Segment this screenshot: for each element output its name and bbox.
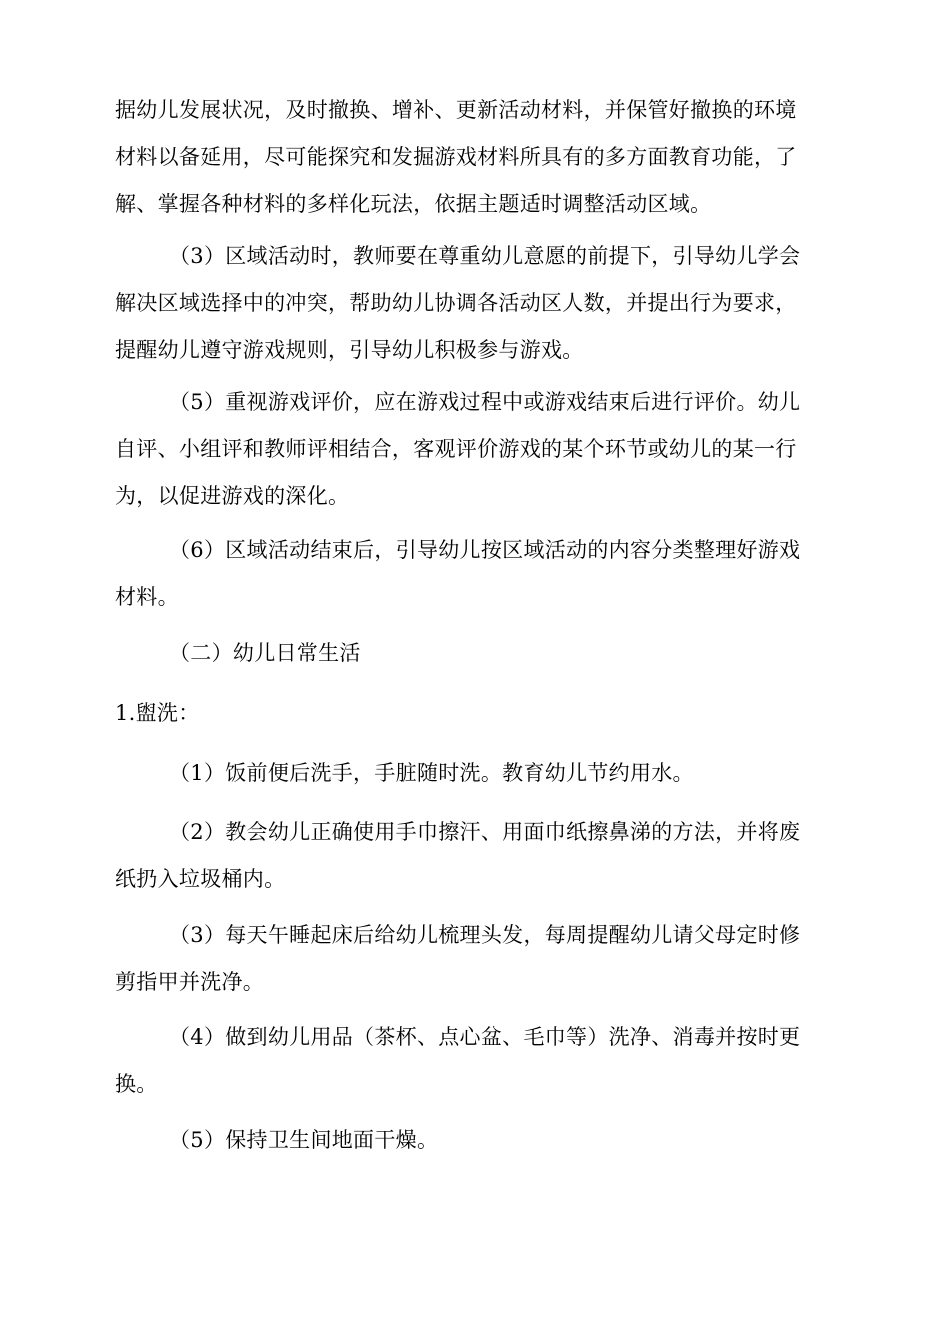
- text-line: 据幼儿发展状况，及时撤换、增补、更新活动材料，并保管好撤换的环境: [115, 98, 797, 122]
- paragraph-material-continued: [115, 87, 835, 228]
- text-line: （5）重视游戏评价，应在游戏过程中或游戏结束后进行评价。幼儿: [169, 390, 801, 414]
- paragraph-wash-4: [115, 1014, 835, 1108]
- section-heading-daily-life: [115, 630, 835, 677]
- text-line: 换。: [115, 1072, 158, 1096]
- text-line: 自评、小组评和教师评相结合，客观评价游戏的某个环节或幼儿的某一行: [115, 437, 797, 461]
- text-line: 纸扔入垃圾桶内。: [115, 867, 286, 891]
- text-line: （二）幼儿日常生活: [169, 641, 361, 665]
- text-line: 1.盥洗：: [115, 701, 200, 725]
- paragraph-item-3: [115, 233, 835, 374]
- text-line: （2）教会幼儿正确使用手巾擦汗、用面巾纸擦鼻涕的方法，并将废: [169, 820, 801, 844]
- text-line: 材料以备延用，尽可能探究和发掘游戏材料所具有的多方面教育功能，了: [115, 145, 797, 169]
- paragraph-wash-5: [115, 1117, 835, 1164]
- text-line: （1）饭前便后洗手，手脏随时洗。教育幼儿节约用水。: [169, 761, 694, 785]
- text-line: 剪指甲并洗净。: [115, 970, 265, 994]
- text-line: 解决区域选择中的冲突，帮助幼儿协调各活动区人数，并提出行为要求，: [115, 291, 797, 315]
- text-line: 提醒幼儿遵守游戏规则，引导幼儿积极参与游戏。: [115, 338, 584, 362]
- text-line: 解、掌握各种材料的多样化玩法，依据主题适时调整活动区域。: [115, 192, 712, 216]
- text-line: （3）每天午睡起床后给幼儿梳理头发，每周提醒幼儿请父母定时修: [169, 923, 801, 947]
- paragraph-item-6: [115, 527, 835, 621]
- paragraph-wash-1: [115, 750, 835, 797]
- paragraph-wash-3: [115, 912, 835, 1006]
- text-line: （4）做到幼儿用品（茶杯、点心盆、毛巾等）洗净、消毒并按时更: [169, 1025, 801, 1049]
- text-line: （6）区域活动结束后，引导幼儿按区域活动的内容分类整理好游戏: [169, 538, 801, 562]
- paragraph-item-5: [115, 379, 835, 520]
- text-line: （3）区域活动时，教师要在尊重幼儿意愿的前提下，引导幼儿学会: [169, 244, 801, 268]
- subsection-heading-washing: [115, 690, 835, 737]
- paragraph-wash-2: [115, 809, 835, 903]
- text-line: 为，以促进游戏的深化。: [115, 484, 350, 508]
- text-line: 材料。: [115, 585, 179, 609]
- text-line: （5）保持卫生间地面干燥。: [169, 1128, 439, 1152]
